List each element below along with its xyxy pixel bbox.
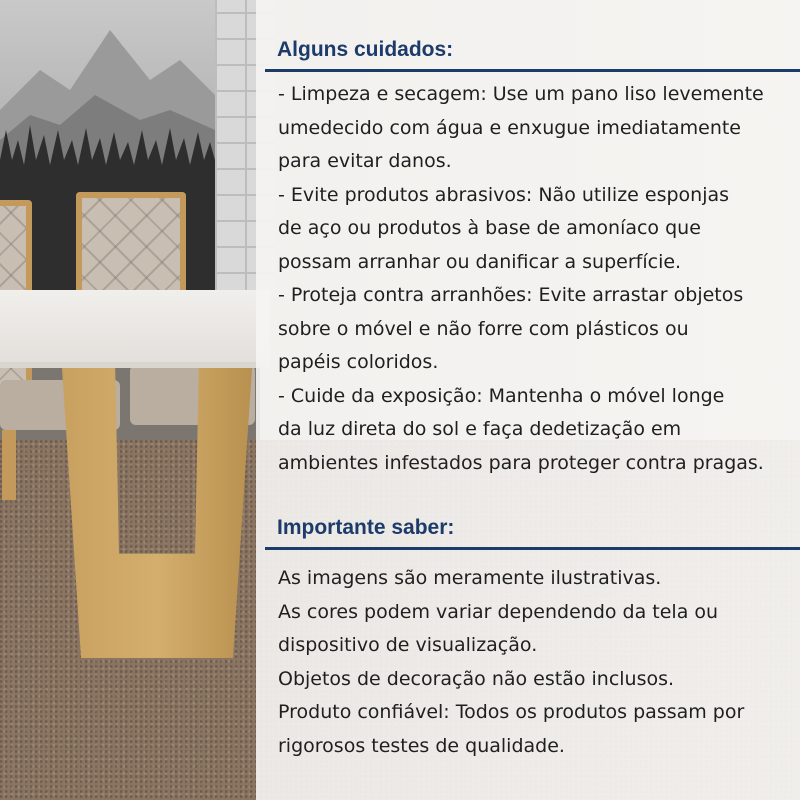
important-list (278, 562, 788, 763)
important-line: As imagens são meramente ilustrativas. (278, 567, 662, 589)
care-line: da luz direta do sol e faça dedetização em (278, 418, 682, 440)
important-section-title: Importante saber: (277, 516, 455, 539)
table-edge (0, 362, 270, 368)
care-title-divider (265, 69, 800, 72)
important-title-divider (265, 547, 800, 550)
care-line: - Evite produtos abrasivos: Não utilize esponjas (278, 183, 730, 206)
important-line: Objetos de decoração não estão inclusos. (278, 667, 675, 690)
chair-leg-left (2, 430, 16, 500)
important-line: Produto confiável: Todos os produtos passam por (278, 701, 745, 723)
care-line: - Proteja contra arranhões: Evite arrastar objetos (278, 284, 744, 306)
important-line: dispositivo de visualização. (278, 634, 538, 656)
care-line: umedecido com água e enxugue imediatamente (278, 116, 741, 139)
care-line: sobre o móvel e não forre com plásticos ou (278, 317, 689, 340)
table-top (0, 290, 270, 362)
important-line: rigorosos testes de qualidade. (278, 734, 565, 757)
important-line: As cores podem variar dependendo da tela ou (278, 600, 719, 623)
care-line: - Cuide da exposição: Mantenha o móvel longe (278, 384, 725, 407)
care-line: ambientes infestados para proteger contra pragas. (278, 451, 764, 474)
care-section-title: Alguns cuidados: (277, 38, 454, 61)
care-line: de aço ou produtos à base de amoníaco que (278, 217, 701, 239)
care-line: para evitar danos. (278, 150, 452, 172)
care-line: - Limpeza e secagem: Use um pano liso levemente (278, 83, 764, 105)
care-line: possam arranhar ou danificar a superfície. (278, 250, 682, 273)
care-line: papéis coloridos. (278, 351, 439, 373)
care-list (278, 78, 788, 480)
